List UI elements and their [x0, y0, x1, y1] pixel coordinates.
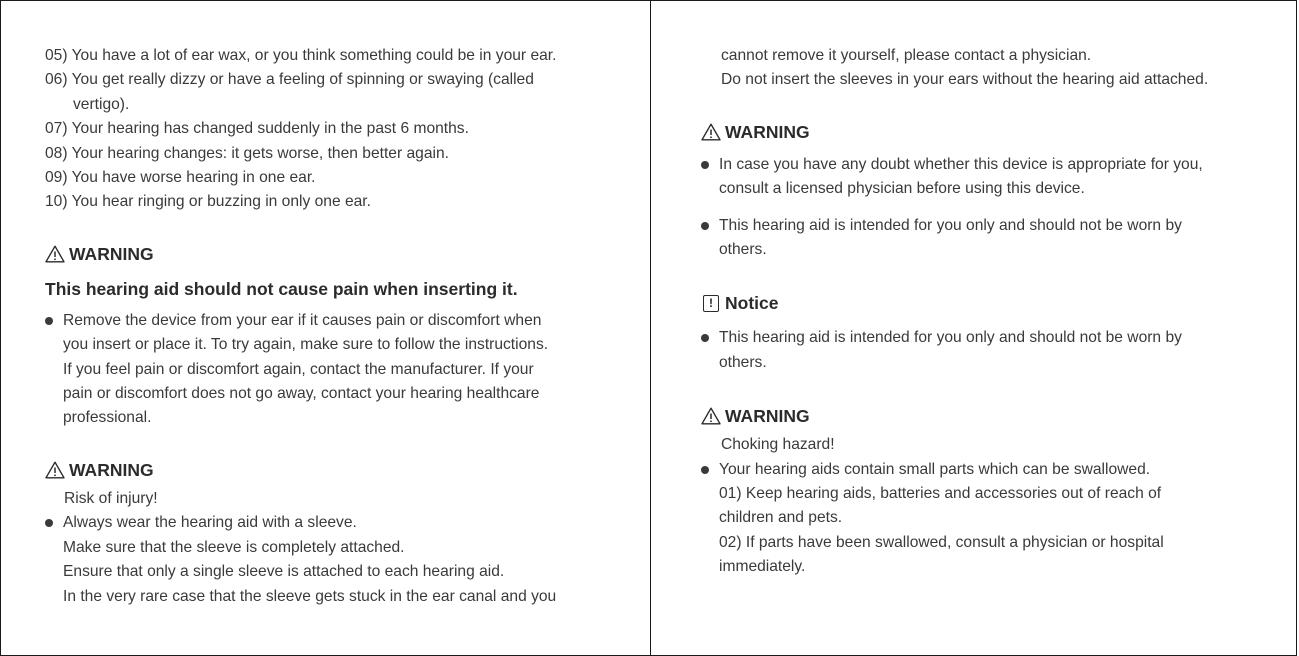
bullet-dot-icon: [701, 466, 709, 474]
list-item: 06) You get really dizzy or have a feeling of spinning or swaying (called: [45, 71, 534, 89]
bullet-line: pain or discomfort does not go away, contact your hearing healthcare: [63, 385, 540, 403]
bullet-line: 01) Keep hearing aids, batteries and accessories out of reach of: [719, 485, 1162, 503]
bullet-line: professional.: [63, 409, 152, 427]
warning-bullet: [701, 458, 1281, 580]
warning-heading: [45, 457, 625, 483]
continued-line: cannot remove it yourself, please contact a physician.: [721, 47, 1092, 64]
bullet-line: Remove the device from your ear if it causes pain or discomfort when: [63, 311, 542, 329]
continued-line: Do not insert the sleeves in your ears without the hearing aid attached.: [721, 71, 1209, 89]
list-item-continuation: vertigo).: [73, 95, 130, 113]
bullet-line: In case you have any doubt whether this device is appropriate for you,: [719, 155, 1203, 173]
warning-title: WARNING: [69, 243, 154, 264]
bullet-line: children and pets.: [719, 509, 843, 527]
list-item: 07) Your hearing has changed suddenly in the past 6 months.: [45, 120, 469, 138]
bullet-line: Make sure that the sleeve is completely attached.: [63, 538, 405, 556]
warning-heading: [701, 403, 1281, 429]
warning-title: WARNING: [725, 406, 810, 427]
bullet-line: This hearing aid is intended for you only and should not be worn by: [719, 216, 1182, 234]
warning-heading: [701, 119, 1281, 145]
right-page: [650, 0, 1297, 656]
bullet-line: 02) If parts have been swallowed, consult a physician or hospital: [719, 533, 1164, 551]
warning-bullet: [701, 214, 1281, 263]
warning-triangle-icon: [45, 245, 65, 263]
left-page-content: [45, 44, 625, 609]
notice-heading: [701, 290, 1281, 316]
bullet-line: If you feel pain or discomfort again, contact the manufacturer. If your: [63, 360, 534, 378]
bullet-line: Your hearing aids contain small parts which can be swallowed.: [719, 460, 1151, 478]
list-item: 09) You have worse hearing in one ear.: [45, 169, 316, 187]
warning-triangle-icon: [701, 407, 721, 425]
warning-bullet: [45, 309, 625, 431]
bullet-line: Ensure that only a single sleeve is attached to each hearing aid.: [63, 563, 505, 581]
warning-bullet: [701, 153, 1281, 202]
bullet-line: others.: [719, 353, 767, 371]
bullet-dot-icon: [45, 519, 53, 527]
warning-heading: [45, 241, 625, 267]
list-item: 05) You have a lot of ear wax, or you think something could be in your ear.: [45, 47, 557, 64]
bullet-dot-icon: [45, 317, 53, 325]
bullet-line: In the very rare case that the sleeve gets stuck in the ear canal and you: [63, 587, 557, 605]
right-page-content: [701, 44, 1281, 580]
bullet-line: others.: [719, 241, 767, 259]
warning-subtitle: This hearing aid should not cause pain when inserting it.: [45, 278, 518, 299]
bullet-dot-icon: [701, 222, 709, 230]
warning-title: WARNING: [725, 121, 810, 142]
bullet-line: Always wear the hearing aid with a sleeve.: [63, 514, 357, 532]
warning-triangle-icon: [45, 461, 65, 479]
warning-intro: Risk of injury!: [64, 489, 158, 507]
bullet-line: immediately.: [719, 558, 806, 576]
notice-title: Notice: [725, 293, 779, 314]
warning-intro: Choking hazard!: [721, 436, 835, 454]
bullet-dot-icon: [701, 334, 709, 342]
warning-title: WARNING: [69, 459, 154, 480]
warning-bullet: [45, 511, 625, 609]
notice-box-icon: !: [703, 295, 719, 312]
notice-bullet: [701, 326, 1281, 375]
contraindication-list: [45, 44, 625, 215]
bullet-line: you insert or place it. To try again, make sure to follow the instructions.: [63, 336, 549, 354]
bullet-line: consult a licensed physician before using this device.: [719, 180, 1085, 198]
bullet-line: This hearing aid is intended for you only and should not be worn by: [719, 329, 1182, 347]
warning-triangle-icon: [701, 123, 721, 141]
bullet-dot-icon: [701, 161, 709, 169]
list-item: 08) Your hearing changes: it gets worse, then better again.: [45, 144, 449, 162]
list-item: 10) You hear ringing or buzzing in only one ear.: [45, 193, 371, 211]
